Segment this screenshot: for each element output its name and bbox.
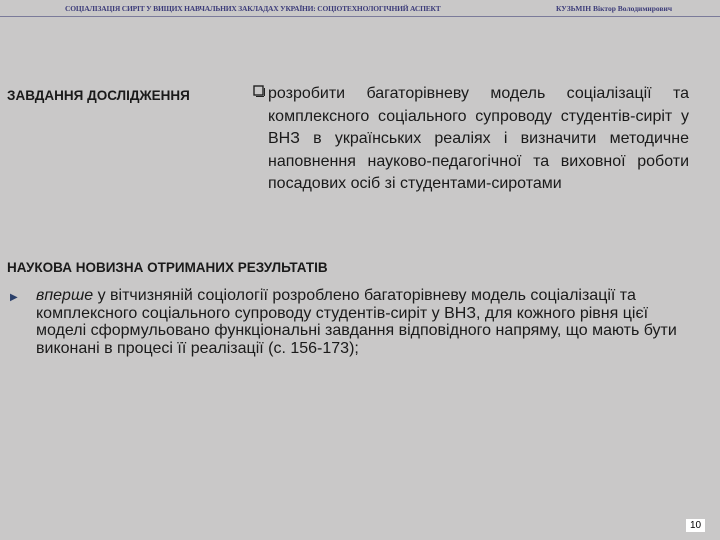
novelty-body: у вітчизняній соціології розроблено багаторівневу модель соціалізації та комплексного соціального супроводу студентів-сиріт у ВНЗ, для кожного рівня цієї моделі сформульовано функціональні завдання відповідного напряму, що мають бути виконані в процесі її реалізації (с. 156-173); [36,287,677,357]
novelty-heading: НАУКОВА НОВИЗНА ОТРИМАНИХ РЕЗУЛЬТАТІВ [7,260,328,275]
header-title: СОЦІАЛІЗАЦІЯ СИРІТ У ВИЩИХ НАВЧАЛЬНИХ ЗАКЛАДАХ УКРАЇНИ: СОЦІОТЕХНОЛОГІЧНИЙ АСПЕКТ [65,4,441,13]
novelty-text [36,287,696,357]
page-number: 10 [686,519,705,532]
task-text: розробити багаторівневу модель соціалізації та комплексного соціального супроводу студентів-сиріт у ВНЗ в українських реаліях і визначити методичне наповнення науково-педагогічної та виховної роботи посадових осіб зі студентами-сиротами [268,85,689,192]
header-author: КУЗЬМІН Віктор Володимирович [556,4,673,13]
task-heading: ЗАВДАННЯ ДОСЛІДЖЕННЯ [7,88,190,103]
checkbox-bullet-icon [253,85,265,97]
novelty-lead: вперше [36,287,94,304]
triangle-arrow-icon: ▶ [10,292,18,303]
task-description [253,83,689,196]
header-divider [0,16,720,17]
